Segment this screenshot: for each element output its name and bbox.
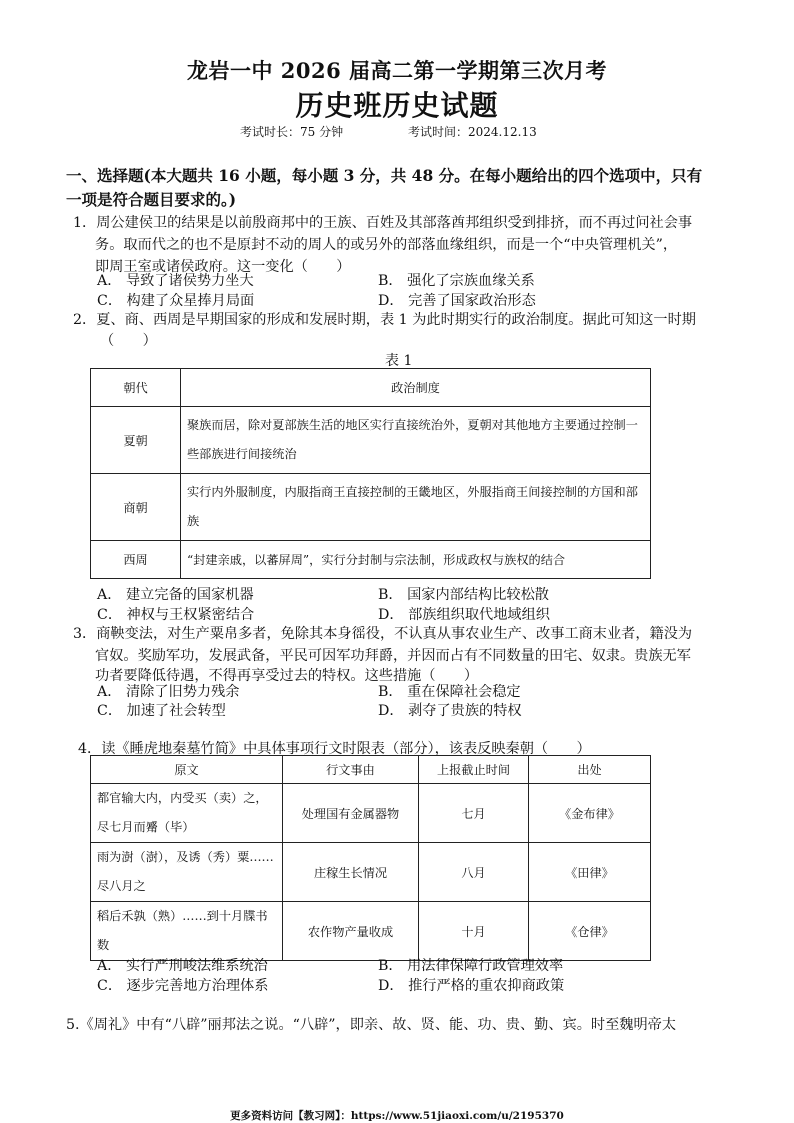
question-5-text: 5.《周礼》中有“八辟”丽邦法之说。“八辟”，即亲、故、贤、能、功、贵、勤、宾。时至魏明帝太: [66, 1017, 677, 1033]
table-header-row: [91, 369, 651, 407]
table-header-cell: 上报截止时间: [419, 756, 529, 784]
political-system-table: [90, 368, 651, 579]
question-2-text: （ ）: [100, 333, 157, 349]
original-text-cell: [91, 784, 283, 843]
question-4-option-d[interactable]: D． 推行严格的重农抑商政策: [378, 978, 565, 994]
table-row: [91, 784, 651, 843]
system-cell: [181, 407, 651, 474]
source-cell: 《仓律》: [529, 902, 651, 961]
original-text: 雨为澍（澍），及诱（秀）粟……尽八月之: [97, 850, 274, 893]
source-cell: 《金布律》: [529, 784, 651, 843]
question-1-text: 即周王室或诸侯政府。这一变化（ ）: [95, 259, 351, 275]
table-caption: 表 1: [385, 353, 413, 369]
table-header-row: [91, 756, 651, 784]
table-header-cell: 原文: [91, 756, 283, 784]
question-1-option-b[interactable]: B． 强化了宗族血缘关系: [378, 273, 535, 289]
source-cell: 《田律》: [529, 843, 651, 902]
deadline-cell: 七月: [419, 784, 529, 843]
deadline-table: [90, 755, 651, 961]
exam-subtitle: 历史班历史试题: [295, 89, 499, 122]
question-4-option-b[interactable]: B． 用法律保障行政管理效率: [378, 958, 564, 974]
question-1-text: 务。取而代之的也不是原封不动的周人的或另外的部落血缘组织，而是一个“中央管理机关”，: [95, 237, 678, 253]
question-3-option-b[interactable]: B． 重在保障社会稳定: [378, 684, 521, 700]
question-4-text: 4．读《睡虎地秦墓竹简》中具体事项行文时限表（部分），该表反映秦朝（ ）: [78, 741, 591, 757]
question-2-option-b[interactable]: B． 国家内部结构比较松散: [378, 587, 549, 603]
question-2-option-c[interactable]: C． 神权与王权紧密结合: [97, 607, 255, 623]
question-3-text: 功者要降低待遇，不得再享受过去的特权。这些措施（ ）: [95, 668, 479, 684]
section-heading: 一、选择题(本大题共 16 小题，每小题 3 分，共 48 分。在每小题给出的四个选项中，只有: [66, 166, 703, 185]
question-3-text: 3．商鞅变法，对生产粟帛多者，免除其本身徭役，不认真从事农业生产、改事工商末业者，籍没为: [73, 626, 693, 642]
reason-cell: 庄稼生长情况: [283, 843, 419, 902]
system-cell-text: 聚族而居，除对夏部族生活的地区实行直接统治外，夏朝对其他地方主要通过控制一些部族进行间接统治: [187, 418, 638, 461]
original-text: 都官输大内，内受买（卖）之，尽七月而觱（毕）: [97, 791, 268, 834]
system-cell: [181, 474, 651, 541]
question-2-option-d[interactable]: D． 部族组织取代地域组织: [378, 607, 550, 623]
table-header-cell: 朝代: [91, 369, 181, 407]
question-4-option-a[interactable]: A． 实行严刑峻法维系统治: [97, 958, 268, 974]
dynasty-cell: 商朝: [91, 474, 181, 541]
deadline-cell: 十月: [419, 902, 529, 961]
dynasty-cell: 西周: [91, 541, 181, 579]
question-4-option-c[interactable]: C． 逐步完善地方治理体系: [97, 978, 269, 994]
reason-cell: 农作物产量收成: [283, 902, 419, 961]
table-row: [91, 407, 651, 474]
table-header-cell: 出处: [529, 756, 651, 784]
table-row: [91, 474, 651, 541]
table-row: [91, 902, 651, 961]
section-heading-cont: 一项是符合题目要求的。): [66, 190, 237, 209]
question-2-text: 2．夏、商、西周是早期国家的形成和发展时期，表 1 为此时期实行的政治制度。据此可知这一时期: [73, 312, 696, 328]
deadline-cell: 八月: [419, 843, 529, 902]
original-text-cell: [91, 843, 283, 902]
original-text-cell: [91, 902, 283, 961]
question-2-option-a[interactable]: A． 建立完备的国家机器: [97, 587, 254, 603]
dynasty-cell: 夏朝: [91, 407, 181, 474]
question-3-option-d[interactable]: D． 剥夺了贵族的特权: [378, 703, 522, 719]
original-text: 稻后禾孰（熟）……到十月牒书数: [97, 909, 268, 952]
system-cell: “封建亲戚，以蕃屏周”，实行分封制与宗法制，形成政权与族权的结合: [181, 541, 651, 579]
question-3-option-a[interactable]: A． 清除了旧势力残余: [97, 684, 240, 700]
system-cell-text: 实行内外服制度，内服指商王直接控制的王畿地区，外服指商王间接控制的方国和部族: [187, 485, 638, 528]
question-3-text: 官奴。奖励军功，发展武备，平民可因军功拜爵，并因而占有不同数量的田宅、奴隶。贵族无军: [95, 648, 691, 664]
table-header-cell: 行文事由: [283, 756, 419, 784]
exam-duration: 考试时长：75 分钟: [240, 125, 344, 139]
exam-date: 考试时间：2024.12.13: [408, 125, 537, 139]
question-3-option-c[interactable]: C． 加速了社会转型: [97, 703, 226, 719]
question-1-option-a[interactable]: A． 导致了诸侯势力坐大: [97, 273, 254, 289]
question-1-text: 1．周公建侯卫的结果是以前殷商邦中的王族、百姓及其部落酋邦组织受到排挤，而不再过问社会事: [73, 215, 693, 231]
question-1-option-c[interactable]: C． 构建了众星捧月局面: [97, 293, 255, 309]
footer-link[interactable]: 更多资料访问【教习网】：https://www.51jiaoxi.com/u/2195370: [230, 1110, 564, 1122]
table-row: [91, 541, 651, 579]
reason-cell: 处理国有金属器物: [283, 784, 419, 843]
table-row: [91, 843, 651, 902]
exam-title: 龙岩一中 2026 届高二第一学期第三次月考: [186, 58, 608, 83]
table-header-cell: 政治制度: [181, 369, 651, 407]
question-1-option-d[interactable]: D． 完善了国家政治形态: [378, 293, 536, 309]
